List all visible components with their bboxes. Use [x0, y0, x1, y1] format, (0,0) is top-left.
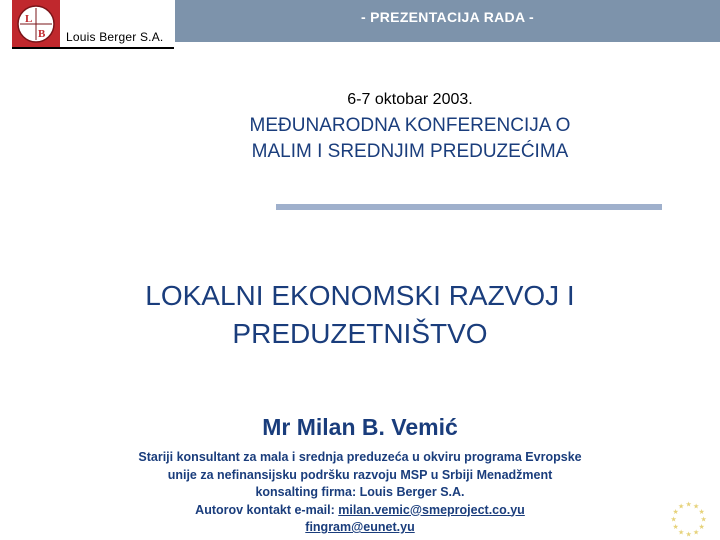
eu-star-icon: ★	[678, 529, 685, 537]
svg-text:L: L	[25, 13, 33, 25]
eu-star-icon: ★	[670, 516, 677, 524]
logo-company-name: Louis Berger S.A.	[66, 30, 164, 44]
eu-star-icon: ★	[672, 524, 679, 531]
svg-text:B: B	[38, 28, 46, 40]
eu-star-icon: ★	[685, 501, 692, 509]
divider-line	[276, 204, 662, 210]
eu-star-icon: ★	[698, 524, 705, 531]
logo-underline	[12, 47, 174, 49]
eu-star-icon: ★	[693, 503, 700, 511]
louis-berger-emblem-icon	[10, 0, 62, 50]
eu-stars-icon	[664, 498, 712, 540]
presentation-title-line-2: PREDUZETNIŠTVO	[232, 318, 488, 349]
eu-star-icon: ★	[693, 529, 700, 537]
eu-star-icon: ★	[672, 509, 679, 516]
description-line-1: Stariji konsultant za mala i srednja preduzeća u okviru programa Evropske	[138, 450, 582, 464]
contact-line	[100, 502, 620, 520]
contact-line-2	[100, 519, 620, 537]
author-name: Mr Milan B. Vemić	[262, 414, 458, 440]
eu-star-icon: ★	[700, 516, 707, 524]
conference-title-line-2: MALIM I SREDNJIM PREDUZEĆIMA	[251, 141, 569, 162]
presentation-header-title: - PREZENTACIJA RADA -	[360, 9, 534, 25]
description-line-3: konsalting firma: Louis Berger S.A.	[255, 485, 465, 499]
conference-title-line-1: MEĐUNARODNA KONFERENCIJA O	[249, 115, 571, 136]
eu-star-icon: ★	[698, 509, 705, 516]
presentation-title	[80, 277, 640, 353]
presentation-title-line-1: LOKALNI EKONOMSKI RAZVOJ I	[145, 280, 575, 311]
email-link-secondary[interactable]: fingram@eunet.yu	[305, 520, 415, 534]
conference-title	[160, 113, 660, 165]
eu-star-icon: ★	[678, 503, 685, 511]
company-logo	[0, 0, 175, 50]
contact-label: Autorov kontakt e-mail:	[195, 502, 339, 517]
conference-date: 6-7 oktobar 2003.	[347, 91, 473, 108]
email-link-primary[interactable]: milan.vemic@smeproject.co.yu	[338, 502, 525, 517]
eu-star-icon: ★	[685, 531, 692, 539]
description-line-2: unije za nefinansijsku podršku razvoju MSP u Srbiji Menadžment	[167, 467, 553, 482]
author-description	[100, 449, 620, 537]
